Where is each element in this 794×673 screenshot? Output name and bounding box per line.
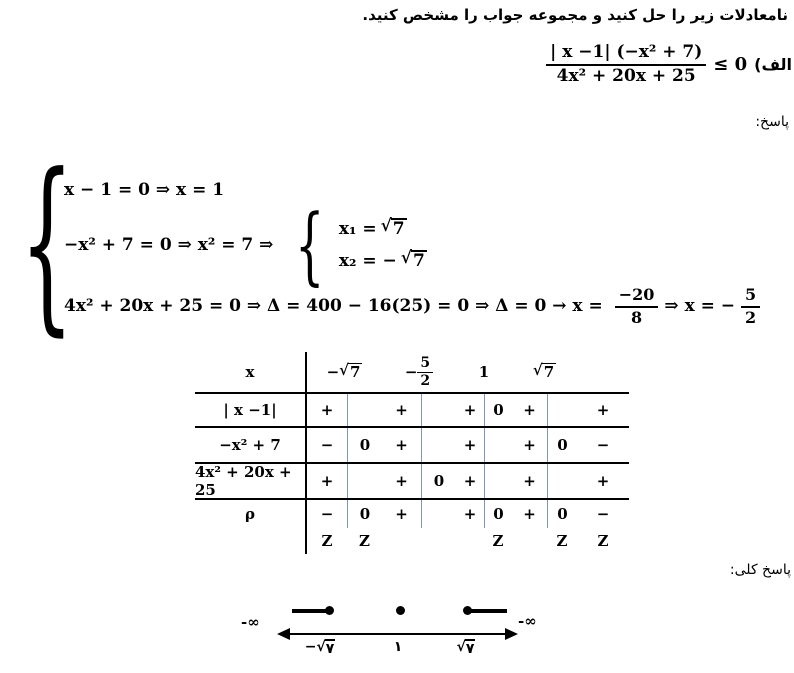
zero-mark-cell: Z	[556, 532, 568, 550]
sign-cell: +	[395, 472, 408, 490]
radical	[532, 360, 556, 381]
fraction-numerator: −20	[615, 285, 659, 308]
sign-cell: 0	[484, 500, 512, 528]
sign-cell: +	[523, 472, 536, 490]
equation-text: x − 1 = 0 ⇒ x = 1	[64, 180, 225, 200]
table-row-label: | x −1|	[195, 394, 307, 426]
table-header-neg-sqrt7	[307, 352, 382, 392]
sign-table	[195, 352, 629, 554]
number-line	[238, 593, 548, 671]
equation-line-1	[64, 180, 224, 200]
table-row-label	[195, 528, 307, 554]
general-answer-label: پاسخ کلی:	[729, 562, 791, 578]
radical-sign: √	[316, 639, 326, 655]
table-header-spacer	[577, 352, 629, 392]
sign-cell: −	[596, 505, 610, 523]
zero-mark-cell	[512, 528, 547, 554]
fraction	[741, 285, 760, 328]
fraction-denominator: 8	[631, 307, 643, 327]
sign-cell: −	[596, 436, 610, 454]
exercise-heading: نامعادلات زیر را حل کنید و مجموعه جواب را مشخص کنید.	[362, 6, 788, 24]
sign-cell: +	[523, 401, 536, 419]
sign-cell: 0	[347, 500, 382, 528]
closed-point-neg-sqrt7	[325, 606, 334, 615]
sign-cell	[484, 464, 512, 498]
axis-arrow-right	[505, 628, 518, 640]
sign-cell: −	[320, 505, 334, 523]
axis-line	[288, 633, 508, 635]
sign-cell: 0	[484, 394, 512, 426]
radical-sign: √	[380, 216, 392, 237]
left-infinity-label: -∞	[241, 613, 260, 631]
solution-ray-left	[292, 609, 328, 613]
sign-cell: +	[596, 472, 610, 490]
sign-cell	[347, 464, 382, 498]
sign-cell: +	[596, 401, 610, 419]
sign-cell: +	[320, 401, 334, 419]
sign-cell: +	[523, 436, 536, 454]
solution-ray-right	[470, 609, 507, 613]
system-brace: {	[20, 134, 74, 353]
axis-label-neg-sqrt7	[298, 639, 342, 658]
sign-cell: 0	[547, 500, 577, 528]
sign-cell: +	[523, 505, 536, 523]
sign-cell: +	[395, 505, 408, 523]
equation-text: −x² + 7 = 0 ⇒ x² = 7 ⇒	[64, 235, 274, 255]
zero-mark-cell: Z	[359, 532, 370, 550]
sign-cell: +	[463, 472, 477, 490]
fraction	[417, 355, 433, 388]
fraction	[615, 285, 659, 328]
root-case-2	[339, 250, 427, 272]
sign-cell	[347, 394, 382, 426]
equation-line-3	[64, 284, 766, 328]
zero-mark-cell	[382, 528, 421, 554]
table-header-variable: x	[195, 352, 307, 392]
root-cases	[339, 218, 427, 271]
radicand: 7	[543, 362, 555, 381]
sign-cell: 0	[347, 428, 382, 462]
sign-cell: 0	[547, 428, 577, 462]
sign-cell: +	[463, 505, 477, 523]
radical	[381, 218, 407, 240]
minus-sign: −	[326, 363, 340, 381]
sign-cell	[484, 428, 512, 462]
sign-cell: +	[463, 401, 477, 419]
fraction-numerator: 5	[741, 285, 760, 308]
table-row-label: ρ	[195, 500, 307, 528]
radical	[339, 360, 362, 381]
sign-cell	[421, 428, 456, 462]
radicand: 7	[412, 251, 425, 271]
zero-mark-cell	[421, 528, 456, 554]
axis-label-sqrt7	[444, 639, 488, 658]
sign-cell	[547, 464, 577, 498]
problem-item-label: (الف	[754, 55, 792, 75]
inequality-relation: ≤ 0	[713, 54, 748, 76]
sign-cell: +	[463, 436, 477, 454]
sign-cell	[421, 500, 456, 528]
fraction-denominator: 2	[420, 372, 431, 389]
fraction-denominator: 2	[745, 307, 757, 327]
minus-sign: −	[304, 639, 317, 655]
equation-text: ⇒ x = −	[664, 296, 736, 316]
zero-mark-cell: Z	[321, 532, 333, 550]
zero-mark-cell: Z	[597, 532, 609, 550]
radicand: ۷	[325, 641, 335, 657]
radicand: 7	[392, 219, 405, 240]
sign-cell: 0	[421, 464, 456, 498]
sign-cell	[421, 394, 456, 426]
table-header-one: 1	[478, 363, 490, 381]
root-case-1	[339, 218, 427, 240]
fraction-numerator: 5	[417, 355, 433, 372]
zero-mark-cell: Z	[492, 532, 504, 550]
table-row-label: 4x² + 20x + 25	[195, 464, 307, 498]
sign-cell: −	[320, 436, 334, 454]
table-row-label: −x² + 7	[195, 428, 307, 462]
radical	[401, 250, 427, 272]
equation-text: x₂ = −	[338, 250, 397, 271]
problem-statement	[546, 42, 792, 88]
radical-sign: √	[532, 360, 543, 379]
table-header-sqrt7	[512, 352, 577, 392]
sign-cell	[547, 394, 577, 426]
fraction-numerator: | x −1| (−x² + 7)	[546, 42, 706, 66]
right-infinity-label: -∞	[518, 612, 537, 630]
radicand: ۷	[465, 641, 475, 657]
sign-cell: +	[320, 472, 334, 490]
table-header-neg-five-halves	[382, 352, 456, 392]
radical-sign: √	[400, 248, 412, 268]
sign-cell: +	[395, 436, 408, 454]
fraction-denominator: 4x² + 20x + 25	[556, 66, 696, 87]
zero-mark-cell	[456, 528, 484, 554]
radicand: 7	[350, 362, 361, 381]
closed-point-one	[396, 606, 405, 615]
radical-sign: √	[339, 360, 349, 379]
equation-line-2	[64, 196, 427, 294]
equation-text: 4x² + 20x + 25 = 0 ⇒ Δ = 400 − 16(25) = 0 ⇒ Δ = 0 → x =	[64, 296, 603, 316]
equation-text: x₁ =	[338, 219, 377, 240]
answer-label: پاسخ:	[755, 114, 789, 130]
axis-label-one: ۱	[393, 639, 403, 655]
radical-sign: √	[456, 639, 466, 655]
cases-brace: {	[295, 196, 325, 294]
problem-fraction	[546, 42, 706, 88]
minus-sign: −	[404, 363, 418, 381]
sign-cell: +	[395, 401, 408, 419]
